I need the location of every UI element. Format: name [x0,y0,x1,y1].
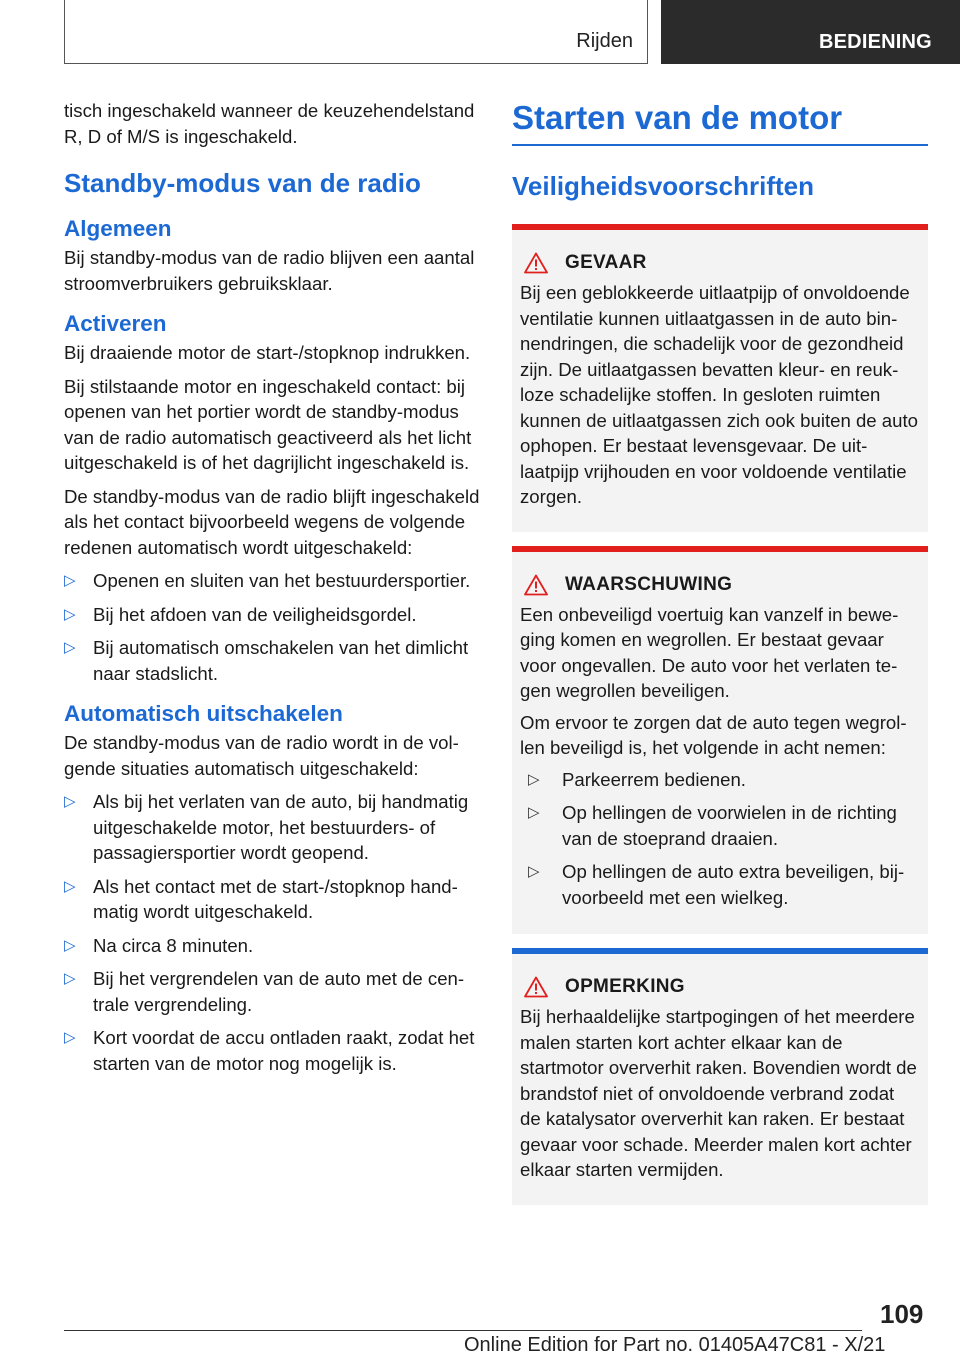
danger-box [512,224,928,532]
triangle-bullet-icon: ▷ [64,639,76,656]
activeren-list [64,568,482,686]
danger-box-title [520,252,920,274]
list-item [64,874,482,925]
warning-triangle-icon [524,252,548,274]
auto-uitschakelen-text: De standby-modus van de radio wordt in de volgende situaties automatisch uitgeschakeld: [64,732,459,779]
list-item [528,859,920,910]
triangle-bullet-icon: ▷ [64,605,76,623]
list-item [64,966,482,1017]
list-item [64,635,482,686]
list-item-text: Als het contact met de start-/stopknop handmatig wordt uitgeschakeld. [93,875,458,922]
list-item-text: Bij het vergrendelen van de auto met de centrale vergrendeling. [93,968,465,1015]
page-title: Starten van de motor [512,98,928,146]
note-text: Bij herhaaldelijke startpogingen of het meerdere malen starten kort achter elkaar kan de startmotor oververhit raken. Bovendien wordt de brandstof niet of onvoldoende verbrand zodat de katalysator oververhit kan raken. Er bestaat gevaar voor schade. Meerder malen kort achter elkaar starten vermijden. [520,1006,917,1180]
activeren-paragraph-2: Bij stilstaande motor en ingeschakeld contact: bij openen van het portier wordt de standby-modus van de radio automatisch geactiveerd als het licht uitgeschakeld is of het dagrijlicht ingeschakeld is. [64,375,472,473]
right-column [512,98,928,1219]
triangle-bullet-icon: ▷ [64,793,76,810]
activeren-paragraph-1: Bij draaiende motor de start-/stopknop indrukken. [64,342,471,363]
triangle-bullet-icon: ▷ [64,572,76,589]
triangle-bullet-icon: ▷ [528,770,540,788]
list-item-text: Bij automatisch omschakelen van het dimlicht naar stadslicht. [93,637,469,684]
header-section-box [64,0,648,64]
list-item [64,933,482,959]
list-item [528,800,920,851]
standby-heading: Standby-modus van de radio [64,168,421,198]
list-item [64,602,482,628]
list-item [64,1025,482,1076]
list-item-text: Parkeerrem bedienen. [562,768,746,790]
warning-text-2: Om ervoor te zorgen dat de auto tegen wegrollen beveiligd is, het volgende in acht nemen: [520,711,907,758]
header-section-label: Rijden [576,30,633,52]
algemeen-heading: Algemeen [64,216,172,241]
auto-uitschakelen-heading: Automatisch uitschakelen [64,701,343,726]
activeren-paragraph-3: De standby-modus van de radio blijft ingeschakeld als het contact bijvoorbeeld wegens de volgende redenen automatisch wordt uitgeschakeld: [64,485,480,558]
page-number: 109 [880,1299,924,1329]
danger-text: Bij een geblokkeerde uitlaatpijp of onvoldoende ventilatie kunnen uitlaatgassen in de auto binnendringen, die schadelijk voor de gezondheid zijn. De uitlaatgassen bevatten kleur- en reukloze schadelijke stoffen. In gesloten ruimten kunnen de uitlaatgassen zich ook buiten de auto ophopen. Er bestaat levensgevaar. De uitlaatpijp vrijhouden en voor voldoende ventilatie zorgen. [520,282,918,507]
triangle-bullet-icon: ▷ [64,1029,76,1046]
warning-list [520,767,920,911]
list-item-text: Als bij het verlaten van de auto, bij handmatig uitgeschakelde motor, het bestuurders- of passagiersportier wordt geopend. [93,791,469,863]
warning-triangle-icon [524,574,548,596]
list-item-text: Openen en sluiten van het bestuurdersportier. [93,570,471,591]
list-item-text: Na circa 8 minuten. [93,934,254,956]
list-item-text: Op hellingen de auto extra beveiligen, bijvoorbeeld met een wielkeg. [562,861,905,908]
activeren-heading: Activeren [64,311,167,336]
warning-text-1: Een onbeveiligd voertuig kan vanzelf in beweging komen en wegrollen. Er bestaat gevaar voor ongevallen. De auto voor het verlaten tegen wegrollen beveiligen. [520,603,899,701]
list-item [528,767,920,793]
triangle-bullet-icon: ▷ [64,877,76,895]
triangle-bullet-icon: ▷ [528,863,540,880]
auto-uitschakelen-list [64,789,482,1076]
warning-triangle-icon [524,976,548,998]
note-box-title [520,976,920,998]
list-item-text: Op hellingen de voorwielen in de richting van de stoeprand draaien. [562,802,897,849]
triangle-bullet-icon: ▷ [528,804,540,821]
warning-title-text: WAARSCHUWING [565,573,733,595]
triangle-bullet-icon: ▷ [64,970,76,987]
note-box [512,948,928,1205]
danger-title-text: GEVAAR [565,252,647,273]
intro-text: tisch ingeschakeld wanneer de keuzehendelstand R, D of M/S is ingeschakeld. [64,100,475,147]
triangle-bullet-icon: ▷ [64,936,76,954]
list-item-text: Bij het afdoen van de veiligheidsgordel. [93,603,417,625]
warning-box [512,546,928,935]
warning-box-title [520,574,920,596]
footer-edition: Online Edition for Part no. 01405A47C81 - X/21 [464,1334,886,1356]
left-column [64,98,482,1084]
algemeen-text: Bij standby-modus van de radio blijven een aantal stroomverbruikers gebruiksklaar. [64,247,475,294]
note-title-text: OPMERKING [565,976,685,997]
list-item [64,789,482,866]
safety-heading: Veiligheidsvoorschriften [512,171,814,201]
list-item [64,568,482,594]
header-chapter-label: BEDIENING [661,0,960,64]
footer-divider [64,1330,862,1331]
list-item-text: Kort voordat de accu ontladen raakt, zodat het starten van de motor nog mogelijk is. [93,1027,475,1074]
